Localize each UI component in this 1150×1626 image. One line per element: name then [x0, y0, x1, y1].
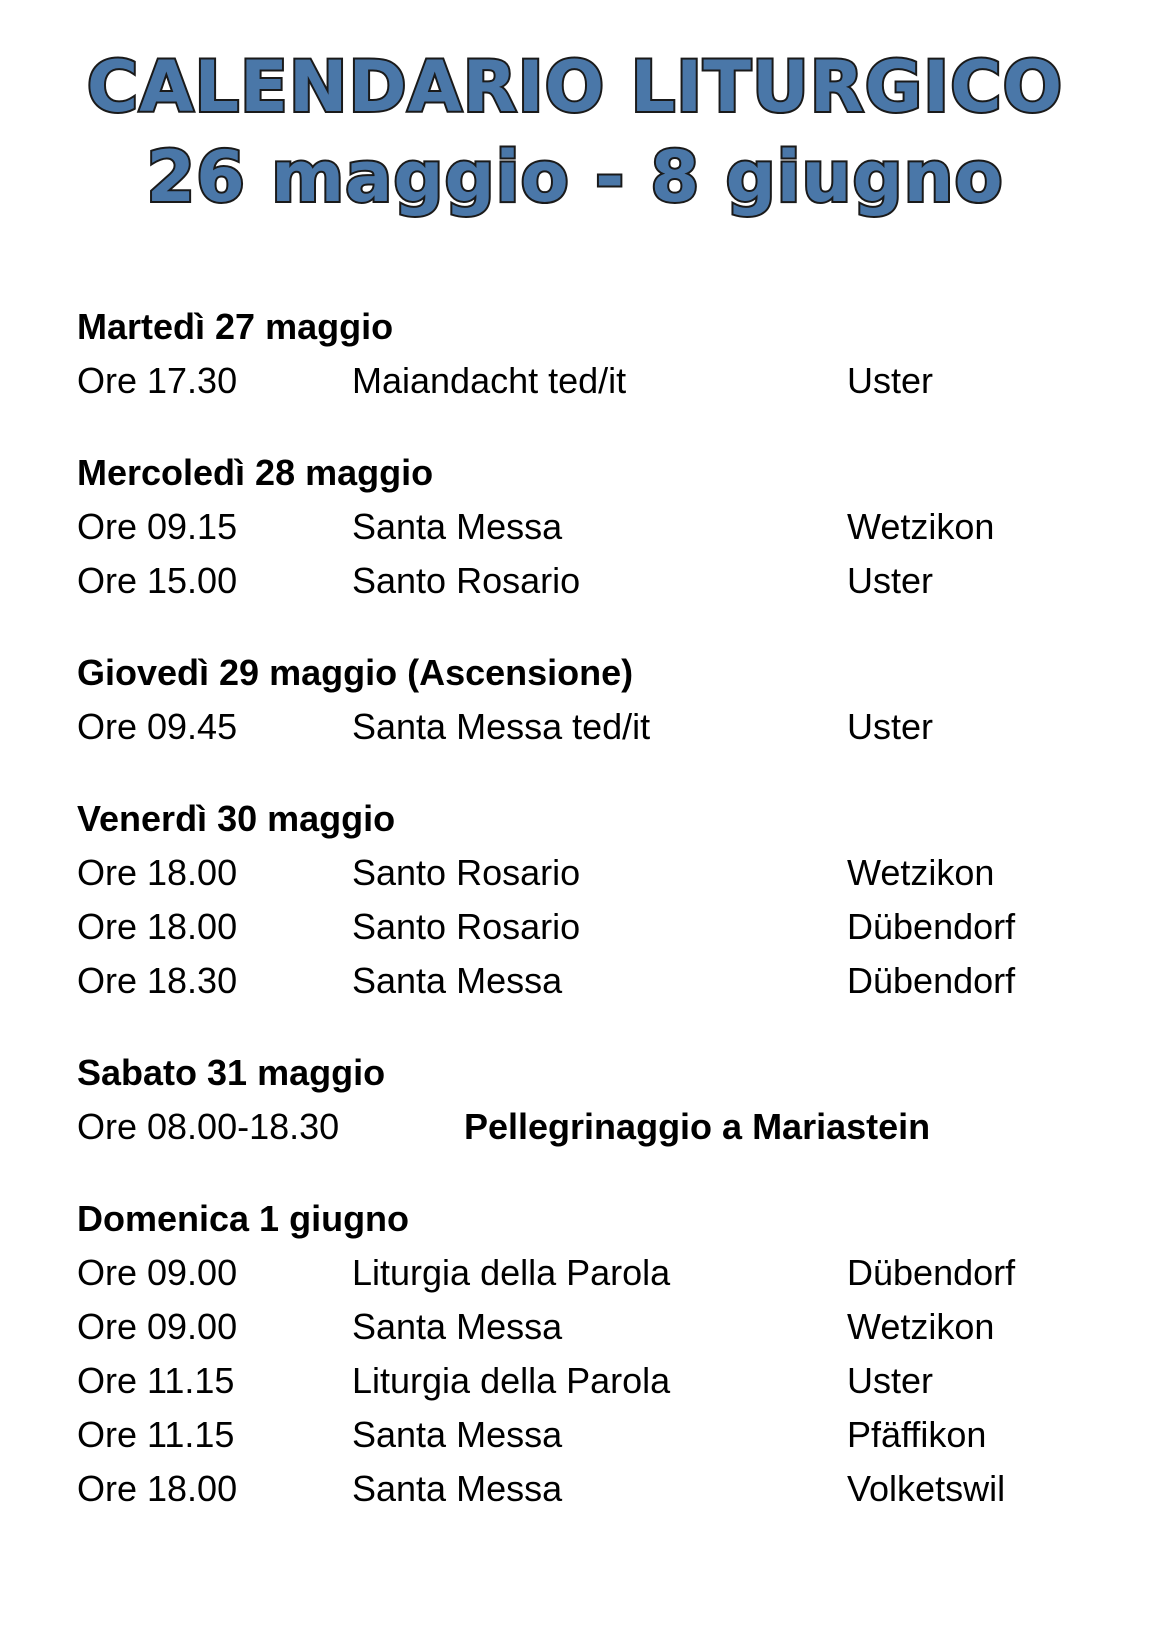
event-description: Liturgia della Parola — [352, 1252, 671, 1293]
day-section-thursday — [77, 646, 1077, 754]
event-place: Uster — [847, 706, 934, 747]
day-section-friday — [77, 792, 1077, 1008]
event-row — [77, 1300, 1077, 1354]
event-row — [77, 1462, 1077, 1516]
day-heading: Venerdì 30 maggio — [77, 798, 396, 839]
event-time: Ore 11.15 — [77, 1414, 235, 1455]
event-place: Uster — [847, 1360, 934, 1401]
event-place: Uster — [847, 360, 934, 401]
event-time: Ore 18.00 — [77, 906, 238, 947]
event-row — [77, 554, 1077, 608]
event-row — [77, 1408, 1077, 1462]
event-place: Dübendorf — [847, 1252, 1016, 1293]
event-row — [77, 900, 1077, 954]
page-title: CALENDARIO LITURGICO — [86, 46, 1064, 128]
event-place: Wetzikon — [847, 506, 995, 547]
event-description: Santa Messa — [352, 1306, 563, 1347]
event-row — [77, 354, 1077, 408]
event-row — [77, 954, 1077, 1008]
day-heading: Martedì 27 maggio — [77, 306, 394, 347]
event-row — [77, 1246, 1077, 1300]
event-row — [77, 500, 1077, 554]
event-place: Uster — [847, 560, 934, 601]
event-row — [77, 700, 1077, 754]
event-description: Santa Messa — [352, 960, 563, 1001]
day-section-saturday — [77, 1046, 1077, 1154]
event-time: Ore 18.30 — [77, 960, 238, 1001]
day-section-wednesday — [77, 446, 1077, 608]
event-time: Ore 17.30 — [77, 360, 238, 401]
event-row — [77, 846, 1077, 900]
event-description: Santa Messa ted/it — [352, 706, 651, 747]
event-place: Dübendorf — [847, 906, 1016, 947]
schedule — [77, 300, 1077, 1554]
event-time: Ore 09.15 — [77, 506, 238, 547]
event-time: Ore 11.15 — [77, 1360, 235, 1401]
event-description: Liturgia della Parola — [352, 1360, 671, 1401]
event-time: Ore 18.00 — [77, 1468, 238, 1509]
event-time: Ore 09.00 — [77, 1252, 238, 1293]
event-description: Santo Rosario — [352, 906, 581, 947]
page-subtitle-date-range: 26 maggio - 8 giugno — [146, 136, 1004, 218]
day-heading: Domenica 1 giugno — [77, 1198, 410, 1239]
day-section-sunday — [77, 1192, 1077, 1516]
event-row — [77, 1100, 1077, 1154]
event-time: Ore 09.45 — [77, 706, 238, 747]
day-heading: Giovedì 29 maggio (Ascensione) — [77, 652, 634, 693]
event-time: Ore 15.00 — [77, 560, 238, 601]
event-description: Santo Rosario — [352, 852, 581, 893]
event-time: Ore 09.00 — [77, 1306, 238, 1347]
day-heading: Mercoledì 28 maggio — [77, 452, 434, 493]
event-place: Pfäffikon — [847, 1414, 987, 1455]
event-description: Maiandacht ted/it — [352, 360, 627, 401]
event-place: Dübendorf — [847, 960, 1016, 1001]
event-row — [77, 1354, 1077, 1408]
event-description: Santo Rosario — [352, 560, 581, 601]
day-heading: Sabato 31 maggio — [77, 1052, 386, 1093]
event-description-pilgrimage: Pellegrinaggio a Mariastein — [464, 1106, 931, 1147]
event-time: Ore 18.00 — [77, 852, 238, 893]
event-time: Ore 08.00-18.30 — [77, 1106, 340, 1147]
event-place: Volketswil — [847, 1468, 1006, 1509]
event-description: Santa Messa — [352, 1414, 563, 1455]
event-description: Santa Messa — [352, 506, 563, 547]
day-section-tuesday — [77, 300, 1077, 408]
event-description: Santa Messa — [352, 1468, 563, 1509]
event-place: Wetzikon — [847, 1306, 995, 1347]
event-place: Wetzikon — [847, 852, 995, 893]
